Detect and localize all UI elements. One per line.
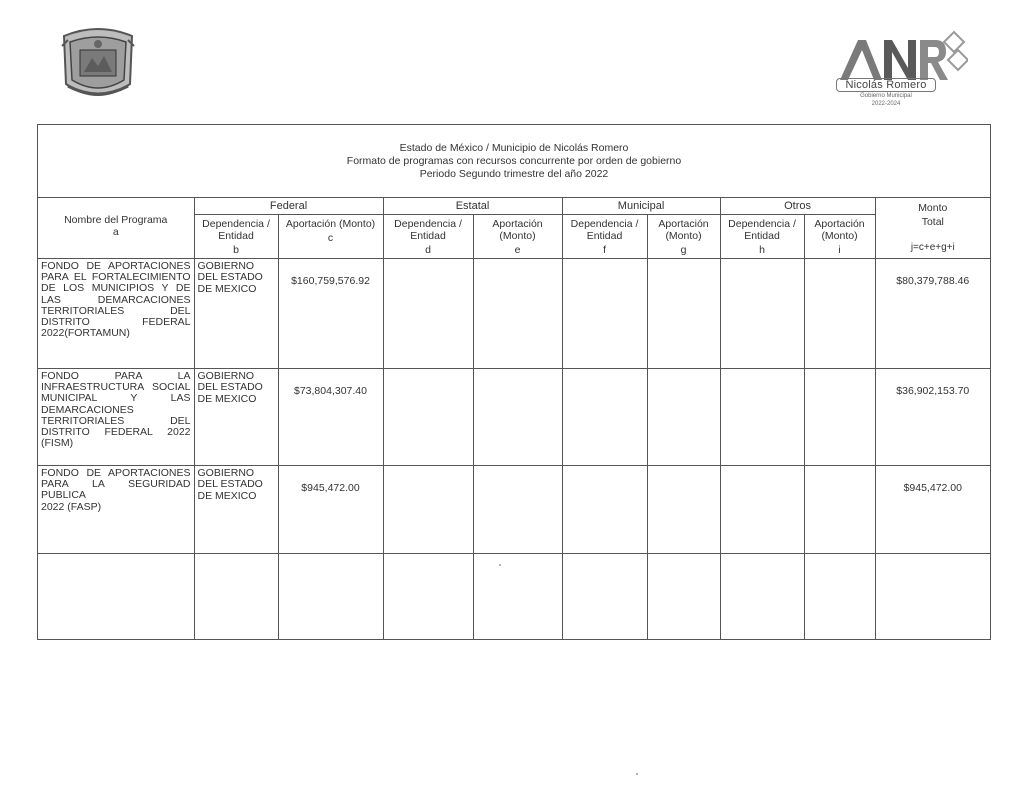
group-estatal: Estatal (383, 198, 562, 215)
title-line-2: Formato de programas con recursos concurrente por orden de gobierno (346, 155, 682, 167)
total-header: Monto Total j=c+e+g+i (875, 198, 990, 259)
group-otros: Otros (720, 198, 875, 215)
group-municipal: Municipal (562, 198, 720, 215)
total-formula: j=c+e+g+i (910, 242, 955, 253)
federal-amount-cell: $73,804,307.40 (278, 369, 383, 466)
total-cell: $80,379,788.46 (875, 259, 990, 369)
municipal-logo (836, 30, 968, 114)
total-cell: $36,902,153.70 (875, 369, 990, 466)
program-name-cell: FONDO DE APORTACIONES PARA EL FORTALECIMIENTO DE LOS MUNICIPIOS Y DE LAS DEMARCACIONES TERRITORIALES DEL DISTRITO FEDERAL 2022(FORTAMUN) (38, 259, 194, 369)
group-federal: Federal (194, 198, 383, 215)
scan-speck (499, 564, 501, 566)
program-name-header: Nombre del Programa a (38, 198, 194, 259)
program-name-cell: FONDO DE APORTACIONES PARA LA SEGURIDAD PUBLICA 2022 (FASP) (38, 466, 194, 554)
estatal-dependencia-header: Dependencia / Entidad d (383, 215, 473, 259)
table-row (38, 369, 990, 466)
government-period: 2022-2024 (871, 101, 901, 107)
total-cell: $945,472.00 (875, 466, 990, 554)
federal-dependencia-header: Dependencia / Entidad b (194, 215, 278, 259)
state-crest-logo (58, 26, 138, 102)
program-table (38, 198, 990, 640)
table-row-empty (38, 554, 990, 640)
municipal-dependencia-header: Dependencia / Entidad f (562, 215, 647, 259)
dependencia-cell: GOBIERNO DEL ESTADO DE MEXICO (194, 466, 278, 554)
municipality-name: Nicolás Romero (836, 78, 936, 92)
dependencia-cell: GOBIERNO DEL ESTADO DE MEXICO (194, 259, 278, 369)
otros-dependencia-header: Dependencia / Entidad h (720, 215, 804, 259)
federal-amount-cell: $945,472.00 (278, 466, 383, 554)
title-line-1: Estado de México / Municipio de Nicolás Romero (399, 142, 629, 154)
title-line-3: Periodo Segundo trimestre del año 2022 (419, 168, 609, 180)
government-label: Gobierno Municipal (860, 93, 912, 99)
dependencia-cell: GOBIERNO DEL ESTADO DE MEXICO (194, 369, 278, 466)
federal-aportacion-header: Aportación (Monto) c (278, 215, 383, 259)
table-row (38, 466, 990, 554)
program-name-cell: FONDO PARA LA INFRAESTRUCTURA SOCIAL MUNICIPAL Y LAS DEMARCACIONES TERRITORIALES DEL DISTRITO FEDERAL 2022 (FISM) (38, 369, 194, 466)
table-row (38, 259, 990, 369)
program-table-frame (37, 124, 991, 640)
scan-speck (636, 773, 638, 775)
estatal-aportacion-header: Aportación (Monto) e (473, 215, 562, 259)
otros-aportacion-header: Aportación (Monto) i (804, 215, 875, 259)
table-title-block (38, 125, 990, 198)
municipal-aportacion-header: Aportación (Monto) g (647, 215, 720, 259)
federal-amount-cell: $160,759,576.92 (278, 259, 383, 369)
